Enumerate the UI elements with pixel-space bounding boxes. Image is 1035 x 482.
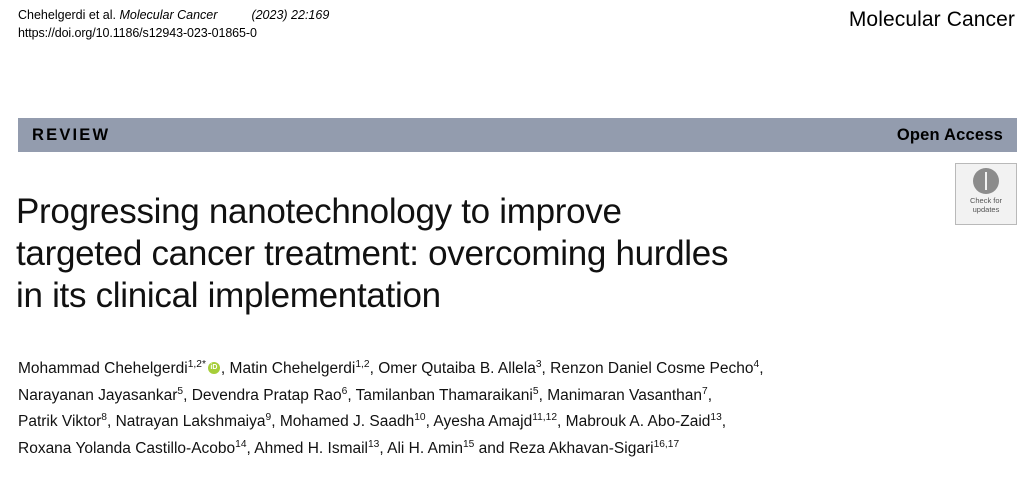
author-affiliation-marker: 13 xyxy=(368,438,380,450)
page-title xyxy=(16,191,1016,316)
crossmark-line-2: updates xyxy=(972,204,1000,214)
author-name: Mohamed J. Saadh xyxy=(279,413,415,431)
citation-authors: Chehelgerdi et al. xyxy=(18,8,116,22)
article-type-label: REVIEW xyxy=(32,125,111,144)
author-line: Narayanan Jayasankar$^5$, Devendra Pratap Rao$^6$, Tamilanban Thamaraikani$^5$, Manimaran Vasanthan$^7$, xyxy=(18,385,712,404)
author-line: Patrik Viktor$^8$, Natrayan Lakshmaiya$^9$, Mohamed J. Saadh$^{10}$, Ayesha Amajd$^{11,12}$, Mabrouk A. Abo-Zaid$^{13}$, xyxy=(18,412,727,431)
author-affiliation-marker: 9 xyxy=(265,412,272,424)
author-name: Renzon Daniel Cosme Pecho xyxy=(550,360,754,377)
author-name: Devendra Pratap Rao xyxy=(191,386,342,404)
author-affiliation-marker: 8 xyxy=(101,412,107,424)
author-name: Omer Qutaiba B. Allela xyxy=(378,360,536,377)
author-affiliation-marker: 1,2* xyxy=(187,358,206,370)
citation-journal: Molecular Cancer xyxy=(119,8,218,22)
author-affiliation-marker: 5 xyxy=(177,385,184,397)
crossmark-badge[interactable] xyxy=(955,163,1017,225)
author-name: Ali H. Amin xyxy=(387,439,463,457)
author-name: Natrayan Lakshmaiya xyxy=(115,413,266,431)
author-name: Ayesha Amajd xyxy=(433,413,533,431)
open-access-label: Open Access xyxy=(896,125,1003,144)
author-name: Patrik Viktor xyxy=(18,413,102,431)
orcid-icon[interactable] xyxy=(208,362,220,374)
author-line: Roxana Yolanda Castillo-Acobo$^{14}$, Ahmed H. Ismail$^{13}$, Ali H. Amin$^{15}$ and Reza Akhavan-Sigari$^{16,17}$ xyxy=(18,438,680,457)
author-affiliation-marker: 16,17 xyxy=(653,438,680,450)
author-name: Reza Akhavan-Sigari xyxy=(508,439,654,457)
author-affiliation-marker: 11,12 xyxy=(532,412,558,424)
author-affiliation-marker: 5 xyxy=(532,385,539,397)
author-affiliation-marker: 10 xyxy=(414,412,426,424)
doi-link[interactable]: https://doi.org/10.1186/s12943-023-01865-0 xyxy=(18,26,257,41)
title-line-1: Progressing nanotechnology to improve xyxy=(16,192,622,232)
author-affiliation-marker: 7 xyxy=(702,385,708,397)
article-type-bar xyxy=(18,118,1017,152)
author-affiliation-marker: 1,2 xyxy=(355,358,370,370)
author-name: Ahmed H. Ismail xyxy=(254,439,368,457)
author-affiliation-marker: 4 xyxy=(753,358,760,370)
crossmark-text xyxy=(970,197,1002,214)
crossmark-line-1: Check for xyxy=(969,196,1003,205)
crossmark-icon xyxy=(973,168,999,194)
author-affiliation-marker: 15 xyxy=(462,438,475,450)
author-list xyxy=(18,356,1013,463)
title-line-2: targeted cancer treatment: overcoming hurdles xyxy=(16,234,729,274)
author-name: Manimaran Vasanthan xyxy=(547,386,702,404)
author-affiliation-marker: 3 xyxy=(535,358,542,370)
author-affiliation-marker: 14 xyxy=(235,438,247,450)
author-name: Matin Chehelgerdi xyxy=(229,360,356,377)
author-line: Mohammad Chehelgerdi$^{1,2*}$ iD , Matin Chehelgerdi$^{1,2}$, Omer Qutaiba B. Allela$^3$, Renzon Daniel Cosme Pecho$^4$, xyxy=(18,356,1013,383)
author-name: Narayanan Jayasankar xyxy=(18,386,178,404)
author-name: Mohammad Chehelgerdi xyxy=(18,360,188,377)
journal-name: Molecular Cancer xyxy=(848,8,1015,31)
title-line-3: in its clinical implementation xyxy=(16,275,441,315)
running-head xyxy=(18,0,1017,42)
running-head-left xyxy=(18,6,329,42)
author-affiliation-marker: 13 xyxy=(710,412,722,424)
citation-year: (2023) 22:169 xyxy=(251,8,330,22)
citation-line xyxy=(18,6,329,24)
author-name: Mabrouk A. Abo-Zaid xyxy=(565,413,711,431)
author-name: Tamilanban Thamaraikani xyxy=(355,386,533,404)
author-affiliation-marker: 6 xyxy=(341,385,348,397)
author-name: Roxana Yolanda Castillo-Acobo xyxy=(18,439,236,457)
